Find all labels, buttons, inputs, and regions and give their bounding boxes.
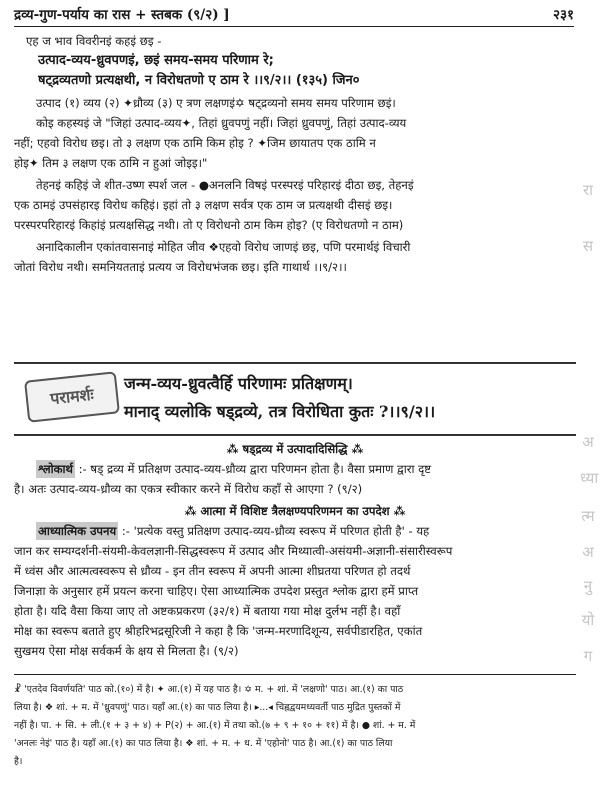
shlokarth-line: श्लोकार्थ :- षड् द्रव्य में प्रतिक्षण उत्पाद-व्यय-ध्रौव्य द्वारा परिणमन होता है। वैसा प्रमाण द्वारा दृष्ट	[38, 462, 432, 476]
upanay-line: जिनाज्ञा के अनुसार हमें प्रयत्न करना चाहिए। ऐसा आध्यात्मिक उपदेश प्रस्तुत श्लोक द्वारा हमें प्राप्त	[14, 584, 419, 598]
shlokarth-label: श्लोकार्थ	[38, 462, 73, 476]
upanay-line: सुखमय ऐसा मोक्ष सर्वकर्म के क्षय से मिलता है। (९/२)	[14, 644, 239, 658]
footnote-line: 'अनलः नेइं' पाठ है। यहाँ आ.(१) का पाठ लिया है। ❖ शां. + म. + ध. में 'एहोनो' पाठ है। आ.(१) का पाठ लिया	[14, 738, 393, 749]
margin-letter: यो	[581, 611, 595, 629]
margin-letter: अ	[582, 433, 594, 451]
verse-line-1: उत्पाद-व्यय-ध्रुवपणइं, छइं समय-समय परिणाम रे;	[38, 53, 274, 68]
footnote-line: नहीं है। पा. + सि. + ली.(१ + ३ + ४) + P(२) + आ.(१) में तथा को.(७ + ९ + १० + ११) में है। ● शां. + म. में	[14, 720, 416, 731]
paramarsh-line-1: जन्म-व्यय-ध्रुवत्वैर्हि परिणामः प्रतिक्षणम्।	[124, 374, 353, 393]
ornament-icon: ⁂	[226, 442, 243, 456]
ornament-icon: ⁂	[347, 442, 364, 456]
page-number: २३१	[552, 7, 574, 23]
paramarsh-badge: परामर्शः	[24, 371, 120, 422]
footnote-line: लिया है। ❖ शां. + म. में 'ध्रुवपणुं' पाठ। यहाँ आ.(१) का पाठ लिया है। ▸...◂ चिह्नद्वयमध्यवर्ती पाठ मुद्रित पुस्तकों में	[14, 702, 401, 713]
section-heading: ⁂ षड्द्रव्य में उत्पादादिसिद्धि ⁂	[226, 442, 364, 456]
paramarsh-box	[14, 362, 576, 436]
header-title: द्रव्य-गुण-पर्याय का रास + स्तबक (९/२) ]	[14, 7, 230, 23]
intro-line: एह ज भाव विवरीनइं कहइं छइ -	[26, 34, 162, 48]
stabak-line: कोइ कहस्यइं जे "जिहां उत्पाद-व्यय✦, तिहां ध्रुवपणुं नहीं। जिहां ध्रुवपणुं, तिहां उत्पाद-व्यय	[36, 116, 407, 130]
stabak-line: नहीं; एहवो विरोध छइ। तो ३ लक्षण एक ठामि किम होइ ? ✦जिम छायातप एक ठामि न	[14, 136, 376, 150]
stabak-line: जोतां विरोध नथी। समनियतताइं प्रत्यय ज विरोधभंजक छइ। इति गाथार्थ ।।९/२।।	[14, 260, 347, 274]
stabak-line: तेहनइं कहिइं जे शीत-उष्ण स्पर्श जल - ●अनलनि विषइं परस्परइं परिहारइं दीठा छइ, तेहनइं	[36, 178, 414, 192]
upanay-label: आध्यात्मिक उपनय	[38, 524, 117, 538]
ornament-icon: ⁂	[184, 504, 201, 518]
ornament-icon: ⁂	[389, 504, 406, 518]
stabak-line: अनादिकालीन एकांतवासनाइं मोहित जीव ❖एहवो विरोध जाणइं छइ, पणि परमार्थइं विचारी	[36, 240, 411, 254]
margin-letter: ध्या	[580, 469, 599, 487]
footnote-line: है।	[14, 756, 23, 767]
margin-letter: स	[582, 237, 594, 255]
stabak-line: होइ✦ तिम ३ लक्षण एक ठामि न हुआं जोइइ।"	[14, 156, 208, 170]
upanay-line: मोक्ष का स्वरूप बताते हुए श्रीहरिभद्रसूरिजी ने कहा है कि 'जन्म-मरणादिशून्य, सर्वपीडारहित, एकांत	[14, 624, 423, 638]
upanay-line: जान कर सम्यग्दर्शनी-संयमी-केवलज्ञानी-सिद्धस्वरूप में उत्पाद और मिथ्यात्वी-असंयमी-अज्ञानी-संसारीस्वरूप	[14, 544, 453, 558]
running-header	[14, 4, 574, 27]
shlokarth-line: है। अतः उत्पाद-व्यय-ध्रौव्य का एकत्र स्वीकार करने में विरोध कहाँ से आएगा ? (९/२)	[14, 482, 363, 496]
stabak-line: उत्पाद (१) व्यय (२) ✦ध्रौव्य (३) ए त्रण लक्षणइं✡ षट्द्रव्यनो समय समय परिणाम छइं।	[36, 96, 396, 110]
margin-letter: त्म	[581, 507, 595, 525]
section-heading: ⁂ आत्मा में विशिष्ट त्रैलक्षण्यपरिणमन का उपदेश ⁂	[184, 504, 406, 518]
margin-letter: अ	[582, 543, 594, 561]
margin-letter: ग	[583, 647, 593, 665]
paramarsh-line-2: मानाद् व्यलोकि षड्द्रव्ये, तत्र विरोधिता कुतः ?।।९/२।।	[124, 402, 436, 421]
stabak-line: परस्परपरिहारइं किहांइं प्रत्यक्षसिद्ध नथी। तो ए विरोधनो ठाम किम होइ? (ए विरोधतणो न ठाम)	[14, 218, 404, 232]
upanay-line: आध्यात्मिक उपनय :- 'प्रत्येक वस्तु प्रतिक्षण उत्पाद-व्यय-ध्रौव्य स्वरूप में परिणत होती है' - यह	[38, 524, 430, 538]
verse-line-2: षट्द्रव्यतणो प्रत्यक्षथी, न विरोधतणो ए ठाम रे ।।९/२।। (१३५) जिन०	[38, 73, 360, 88]
footnote-divider	[14, 674, 576, 675]
margin-letter: नु	[583, 577, 593, 595]
margin-letter: रा	[582, 181, 594, 199]
stabak-line: एक ठामइं उपसंहारइ विरोध कहिइं। इहां तो ३ लक्षण सर्वत्र एक ठाम ज प्रत्यक्षथी दीसइं छइ।	[14, 198, 393, 212]
upanay-line: होता है। यदि वैसा किया जाए तो अष्टकप्रकरण (३२/१) में बताया गया मोक्ष दुर्लभ नहीं है। वहाँ	[14, 604, 401, 618]
footnote-line: ☧ 'एतदेव विवर्णयति' पाठ को.(१०) में है। ✦ आ.(१) में यह पाठ है। ✡ म. + शां. में 'लक्षणो' पाठ। आ.(१) का पाठ	[14, 684, 404, 695]
upanay-line: में ध्वंस और आत्मत्वस्वरूप से ध्रौव्य - इन तीन स्वरूप में अपनी आत्मा शीघ्रतया परिणत हो तदर्थ	[14, 564, 411, 578]
